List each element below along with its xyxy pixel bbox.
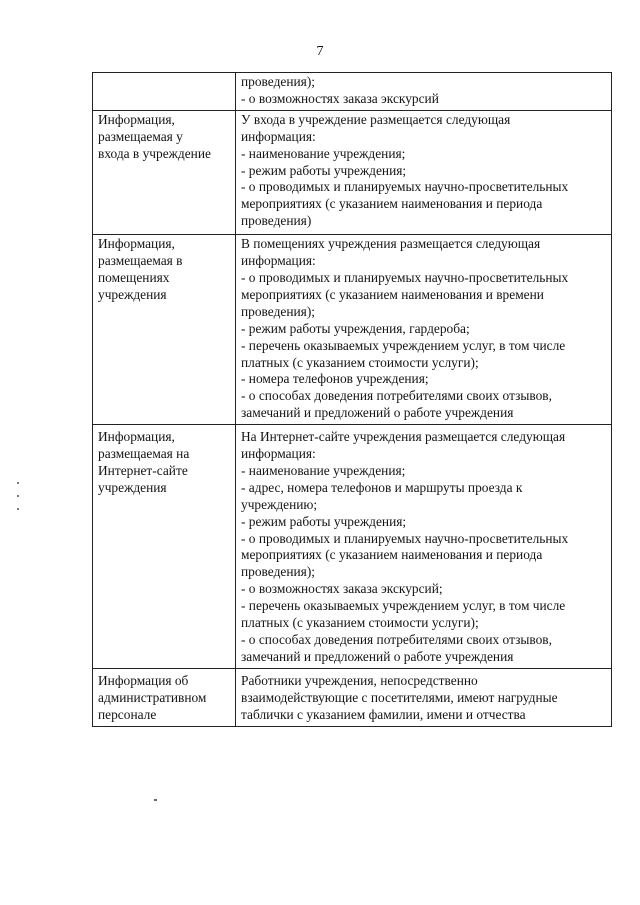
content-line: информация: (241, 253, 316, 269)
content-line: - перечень оказываемых учреждением услуг, в том числе (241, 598, 566, 614)
content-line: - режим работы учреждения; (241, 513, 407, 529)
content-line: проведения); (241, 564, 315, 580)
table-row (93, 668, 612, 726)
content-line: мероприятиях (с указанием наименования и периода (241, 196, 543, 212)
content-line: - о проводимых и планируемых научно-просветительных (241, 530, 569, 546)
content-line: Работники учреждения, непосредственно (241, 672, 478, 688)
content-line: - адрес, номера телефонов и маршруты проезда к (241, 479, 523, 495)
content-line: платных (с указанием стоимости услуги); (241, 615, 479, 631)
page-number: 7 (316, 44, 324, 59)
content-line: - номера телефонов учреждения; (241, 371, 429, 387)
content-line: платных (с указанием стоимости услуги); (241, 354, 479, 370)
content-line: В помещениях учреждения размещается следующая (241, 236, 541, 252)
content-line: проведения) (241, 213, 312, 229)
row-label-cell (93, 110, 236, 234)
content-line: замечаний и предложений о работе учреждения (241, 405, 514, 421)
table-row (93, 235, 612, 425)
content-line: замечаний и предложений о работе учреждения (241, 648, 514, 664)
scan-margin-mark (17, 495, 19, 497)
content-line: - режим работы учреждения; (241, 162, 407, 178)
content-line: - о возможностях заказа экскурсий; (241, 581, 443, 597)
table-row (93, 110, 612, 234)
row-content-cell (236, 235, 612, 425)
content-line: - о проводимых и планируемых научно-просветительных (241, 269, 569, 285)
row-content-cell (236, 425, 612, 669)
row-label-cell (93, 73, 236, 111)
content-line: - режим работы учреждения, гардероба; (241, 320, 470, 336)
content-line: учреждению; (241, 496, 318, 512)
content-line: - наименование учреждения; (241, 145, 406, 161)
table-row (93, 425, 612, 669)
content-line: взаимодействующие с посетителями, имеют нагрудные (241, 689, 558, 705)
row-label-cell (93, 425, 236, 669)
row-label-cell (93, 668, 236, 726)
content-line: проведения); (241, 303, 315, 319)
content-line: - перечень оказываемых учреждением услуг, в том числе (241, 337, 566, 353)
row-content-cell (236, 668, 612, 726)
content-line: мероприятиях (с указанием наименования и периода (241, 547, 543, 563)
row-label: Информация, размещаемая у входа в учреждение (98, 111, 211, 161)
content-line: проведения); (241, 74, 315, 89)
content-line: информация: (241, 128, 316, 144)
content-line: - о проводимых и планируемых научно-просветительных (241, 179, 569, 195)
table-row (93, 73, 612, 111)
row-content-cell (236, 110, 612, 234)
content-line: - о способах доведения потребителями своих отзывов, (241, 632, 552, 647)
row-label: Информация, размещаемая на Интернет-сайте учреждения (98, 429, 190, 495)
content-line: таблички с указанием фамилии, имени и отчества (241, 706, 526, 722)
row-content-cell (236, 73, 612, 111)
content-line: - наименование учреждения; (241, 462, 406, 478)
content-line: информация: (241, 446, 316, 462)
scan-speck (154, 799, 157, 801)
row-label-cell (93, 235, 236, 425)
content-line: мероприятиях (с указанием наименования и времени (241, 286, 544, 302)
scan-margin-mark (17, 508, 19, 510)
row-label: Информация, размещаемая в помещениях учреждения (98, 236, 183, 302)
row-label: Информация об административном персонале (98, 672, 207, 722)
info-table (92, 72, 612, 727)
content-line: На Интернет-сайте учреждения размещается следующая (241, 429, 566, 445)
content-line: - о способах доведения потребителями своих отзывов, (241, 388, 552, 404)
content-line: - о возможностях заказа экскурсий (241, 90, 439, 106)
scan-margin-mark (17, 482, 19, 484)
content-line: У входа в учреждение размещается следующая (241, 111, 511, 127)
